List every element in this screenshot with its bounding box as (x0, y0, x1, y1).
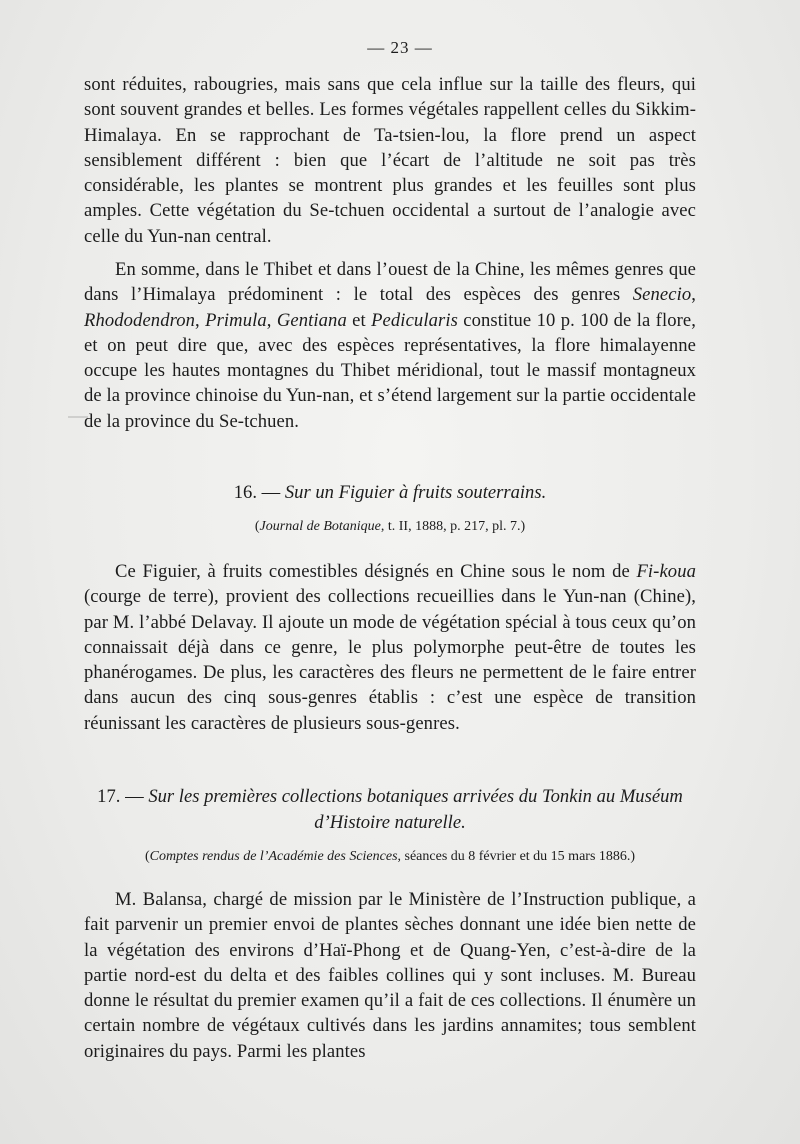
section-reference-17: (Comptes rendus de l’Académie des Sciences, séances du 8 février et du 15 mars 1886.) (144, 849, 636, 864)
paragraph-text: M. Balansa, chargé de mission par le Ministère de l’Instruction publique, a fait parvenir un premier envoi de plantes sèches donnant une idée bien nette de la végétation des environs d’Haï-Phong et de Quang-Yen, c’est-à-dire de la partie nord-est du delta et des faibles collines qui y sont incluses. M. Bureau donne le résultat du premier examen qu’il a fait de ces collections. Il énumère un certain nombre de végétaux cultivés dans les jardins annamites; tous semblent originaires du pays. Parmi les plantes (84, 889, 696, 1062)
section-heading-16 (84, 480, 696, 505)
page-number: — 23 — (367, 38, 433, 57)
section-body-16 (84, 559, 696, 736)
section-body-17 (84, 887, 696, 1064)
paragraph-continued (84, 72, 696, 249)
vernacular-name: Fi-koua (636, 561, 696, 582)
section-reference-16: (Journal de Botanique, t. II, 1888, p. 217, pl. 7.) (254, 519, 526, 534)
paragraph-text: En somme, dans le Thibet et dans l’ouest de la Chine, les mêmes genres que dans l’Himalaya prédominent : le total des espèces des genres Senecio, Rhododendron, Primula, Gentiana et Pedicularis constitue 10 p. 100 de la flore, et on peut dire que, avec des espèces représentatives, la flore himalayenne occupe les hautes montagnes du Thibet méridional, tout le massif montagneux de la province chinoise du Yun-nan, et s’étend largement sur la partie occidentale de la province du Se-tchuen. (84, 259, 697, 432)
genus-name: Primula (205, 309, 267, 331)
genus-name: Senecio (632, 284, 692, 306)
paragraph-summary (84, 257, 696, 434)
section-title: Sur un Figuier à fruits souterrains. (284, 482, 547, 503)
section-heading-17 (84, 784, 696, 836)
section-number: 16. — (233, 482, 285, 503)
margin-mark (68, 416, 88, 418)
paragraph-text: Ce Figuier, à fruits comestibles désignés en Chine sous le nom de Fi-koua (courge de terre), provient des collections recueillies dans le Yun-nan (Chine), par M. l’abbé Delavay. Il ajoute un mode de végétation spécial à tous ceux qu’on connaissait déjà dans ce genre, le plus polymorphe peut-être de toutes les phanérogames. De plus, les caractères des fleurs ne permettent de le faire entrer dans aucun des cinq sous-genres établis : c’est une espèce de transition réunissant les caractères de plusieurs sous-genres. (84, 561, 696, 734)
section-number: 17. — (97, 786, 149, 807)
genus-name: Pedicularis (371, 309, 458, 331)
paragraph-text: sont réduites, rabougries, mais sans que cela influe sur la taille des fleurs, qui sont souvent grandes et belles. Les formes végétales rappellent celles du Sikkim-Himalaya. En se rapprochant de Ta-tsien-lou, la flore prend un aspect sensiblement différent : bien que l’écart de l’altitude ne soit pas très considérable, les plantes se montrent plus grandes et les feuilles sont plus amples. Cette végétation du Se-tchuen occidental a surtout de l’analogie avec celle du Yun-nan central. (84, 74, 696, 247)
section-title: Sur les premières collections botaniques arrivées du Tonkin au Muséum d’Histoire naturelle. (148, 786, 683, 833)
genus-name: Rhododendron (84, 309, 196, 331)
journal-name: Journal de Botanique (259, 519, 381, 534)
journal-name: Comptes rendus de l’Académie des Sciences (149, 849, 398, 864)
genus-name: Gentiana (276, 309, 347, 331)
